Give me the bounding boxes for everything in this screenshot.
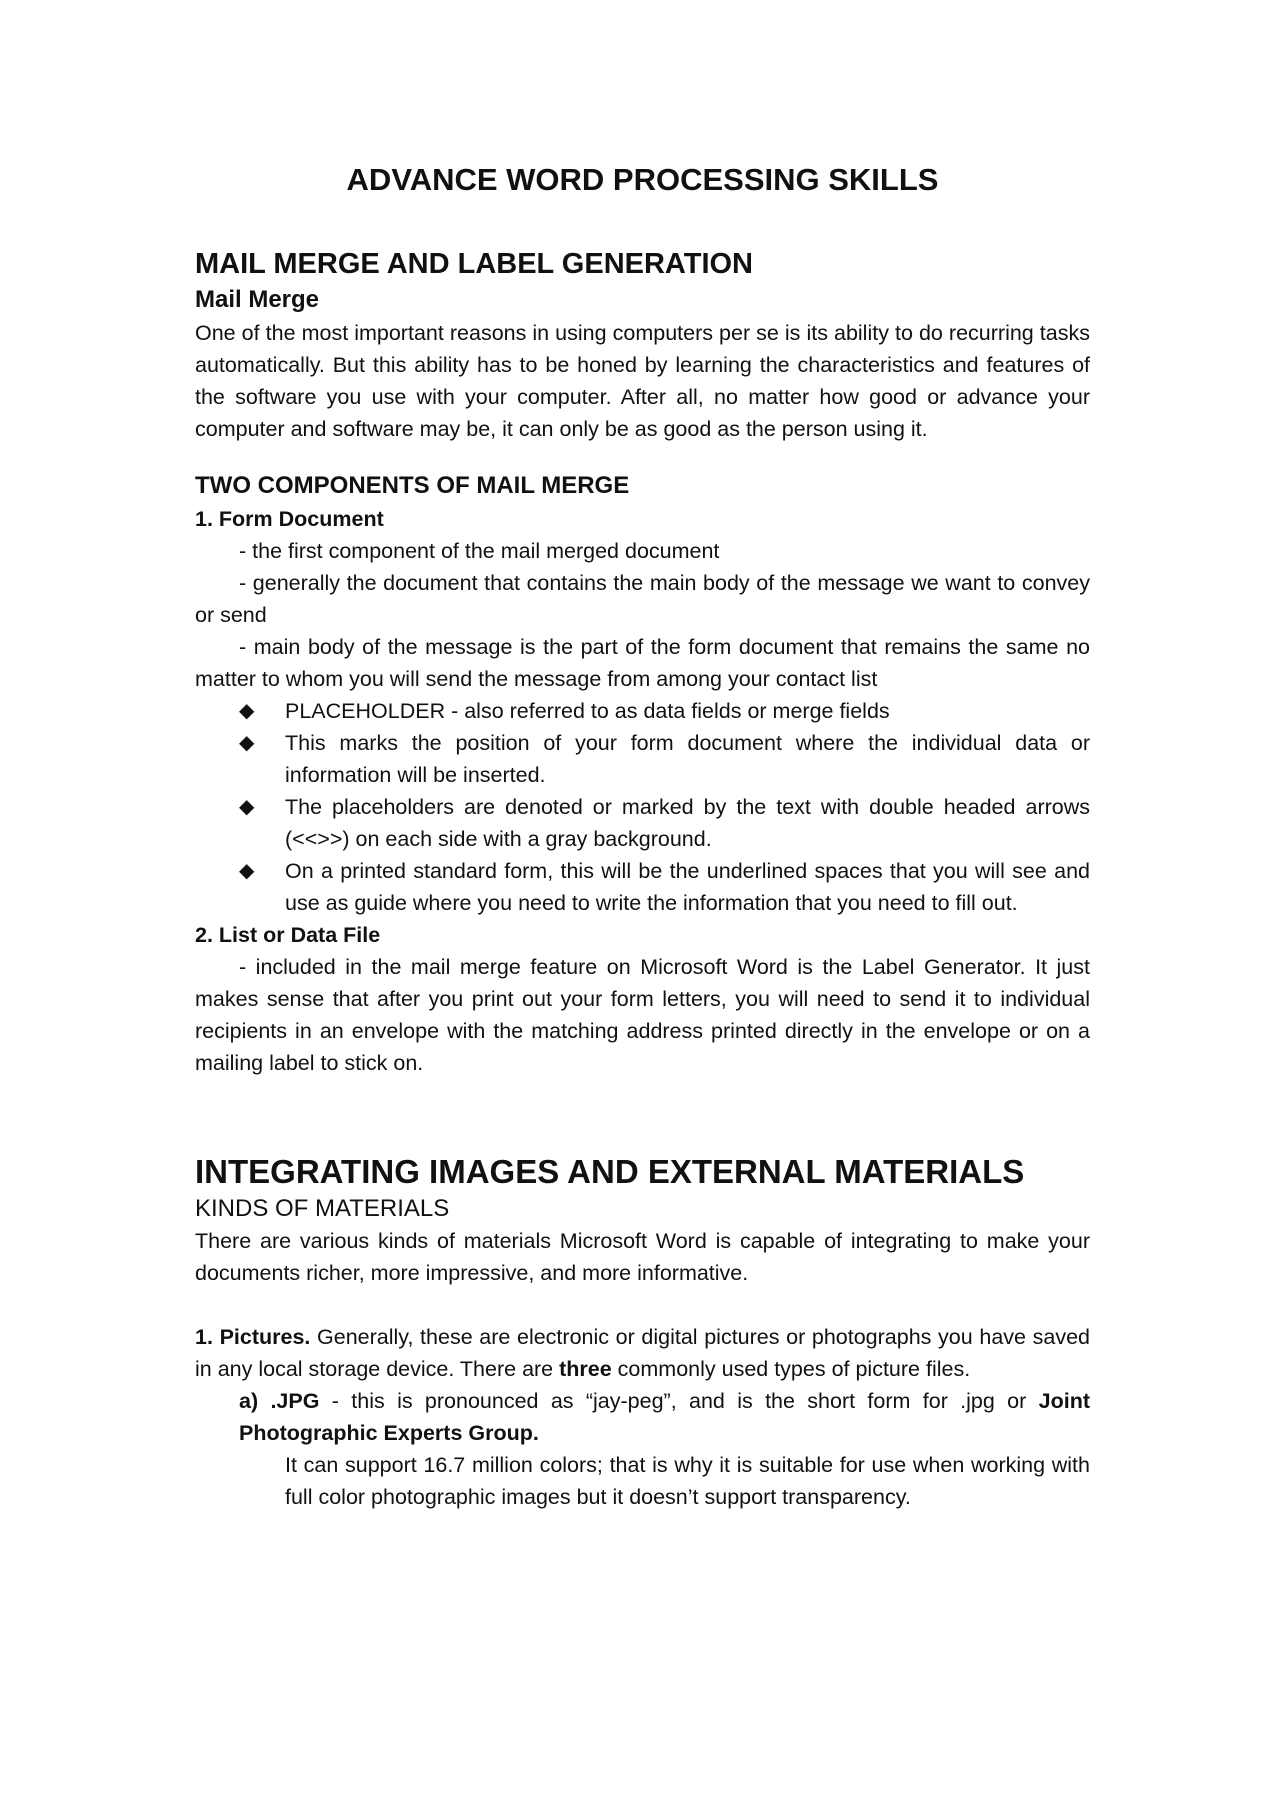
jpg-detail: It can support 16.7 million colors; that is why it is suitable for use when working with full color photographic images but it doesn’t support transparency. bbox=[285, 1453, 1090, 1509]
diamond-bullet-icon: ◆ bbox=[239, 700, 255, 722]
bullet-text: The placeholders are denoted or marked by the text with double headed arrows (<<>>) on each side with a gray background. bbox=[285, 795, 1090, 851]
bullet-text: On a printed standard form, this will be the underlined spaces that you will see and use as guide where you need to write the information that you need to fill out. bbox=[285, 859, 1090, 915]
jpg-label: a) .JPG bbox=[239, 1389, 320, 1413]
placeholder-bullet-list bbox=[195, 695, 1090, 919]
materials-intro: There are various kinds of materials Microsoft Word is capable of integrating to make your documents richer, more impressive, and more informative. bbox=[195, 1229, 1090, 1285]
document-page bbox=[195, 160, 1090, 1513]
pictures-paragraph bbox=[195, 1321, 1090, 1385]
pictures-label: 1. Pictures. bbox=[195, 1325, 311, 1349]
form-document-line-3: - main body of the message is the part of the form document that remains the same no matter to whom you will send the message from among your contact list bbox=[195, 635, 1090, 691]
document-title: ADVANCE WORD PROCESSING SKILLS bbox=[346, 162, 939, 197]
form-document-line-2: - generally the document that contains the main body of the message we want to convey or send bbox=[195, 571, 1090, 627]
jpg-full-name: Joint Photographic Experts Group. bbox=[239, 1389, 1090, 1445]
pictures-text-a: Generally, these are electronic or digital pictures or photographs you have saved in any local storage device. There are bbox=[195, 1325, 1090, 1381]
section-heading-integrating: INTEGRATING IMAGES AND EXTERNAL MATERIALS bbox=[195, 1153, 1025, 1190]
data-file-text: - included in the mail merge feature on Microsoft Word is the Label Generator. It just makes sense that after you print out your form letters, you will need to send it to individual recipients in an envelope with the matching address printed directly in the envelope or on a mailing label to stick on. bbox=[195, 955, 1090, 1075]
pictures-bold-word: three bbox=[559, 1357, 612, 1381]
diamond-bullet-icon: ◆ bbox=[239, 796, 255, 818]
form-document-label: 1. Form Document bbox=[195, 507, 384, 531]
mail-merge-intro: One of the most important reasons in using computers per se is its ability to do recurring tasks automatically. But this ability has to be honed by learning the characteristics and features of the software you use with your computer. After all, no matter how good or advance your computer and software may be, it can only be as good as the person using it. bbox=[195, 321, 1090, 441]
list-item bbox=[239, 855, 1090, 919]
form-document-line-1: - the first component of the mail merged document bbox=[239, 539, 720, 563]
pictures-text-b: commonly used types of picture files. bbox=[611, 1357, 971, 1381]
data-file-label: 2. List or Data File bbox=[195, 923, 381, 947]
diamond-bullet-icon: ◆ bbox=[239, 732, 255, 754]
section-heading-mail-merge: MAIL MERGE AND LABEL GENERATION bbox=[195, 248, 753, 280]
jpg-item bbox=[239, 1385, 1090, 1449]
components-heading: TWO COMPONENTS OF MAIL MERGE bbox=[195, 472, 630, 499]
bullet-text: This marks the position of your form document where the individual data or information will be inserted. bbox=[285, 731, 1090, 787]
jpg-description: - this is pronounced as “jay-peg”, and is the short form for .jpg or bbox=[319, 1389, 1039, 1413]
bullet-text: PLACEHOLDER - also referred to as data fields or merge fields bbox=[285, 699, 890, 723]
list-item bbox=[239, 727, 1090, 791]
list-item bbox=[239, 791, 1090, 855]
subheading-mail-merge: Mail Merge bbox=[195, 286, 320, 313]
list-item bbox=[239, 695, 1090, 727]
diamond-bullet-icon: ◆ bbox=[239, 860, 255, 882]
subheading-kinds-of-materials: KINDS OF MATERIALS bbox=[195, 1195, 450, 1222]
